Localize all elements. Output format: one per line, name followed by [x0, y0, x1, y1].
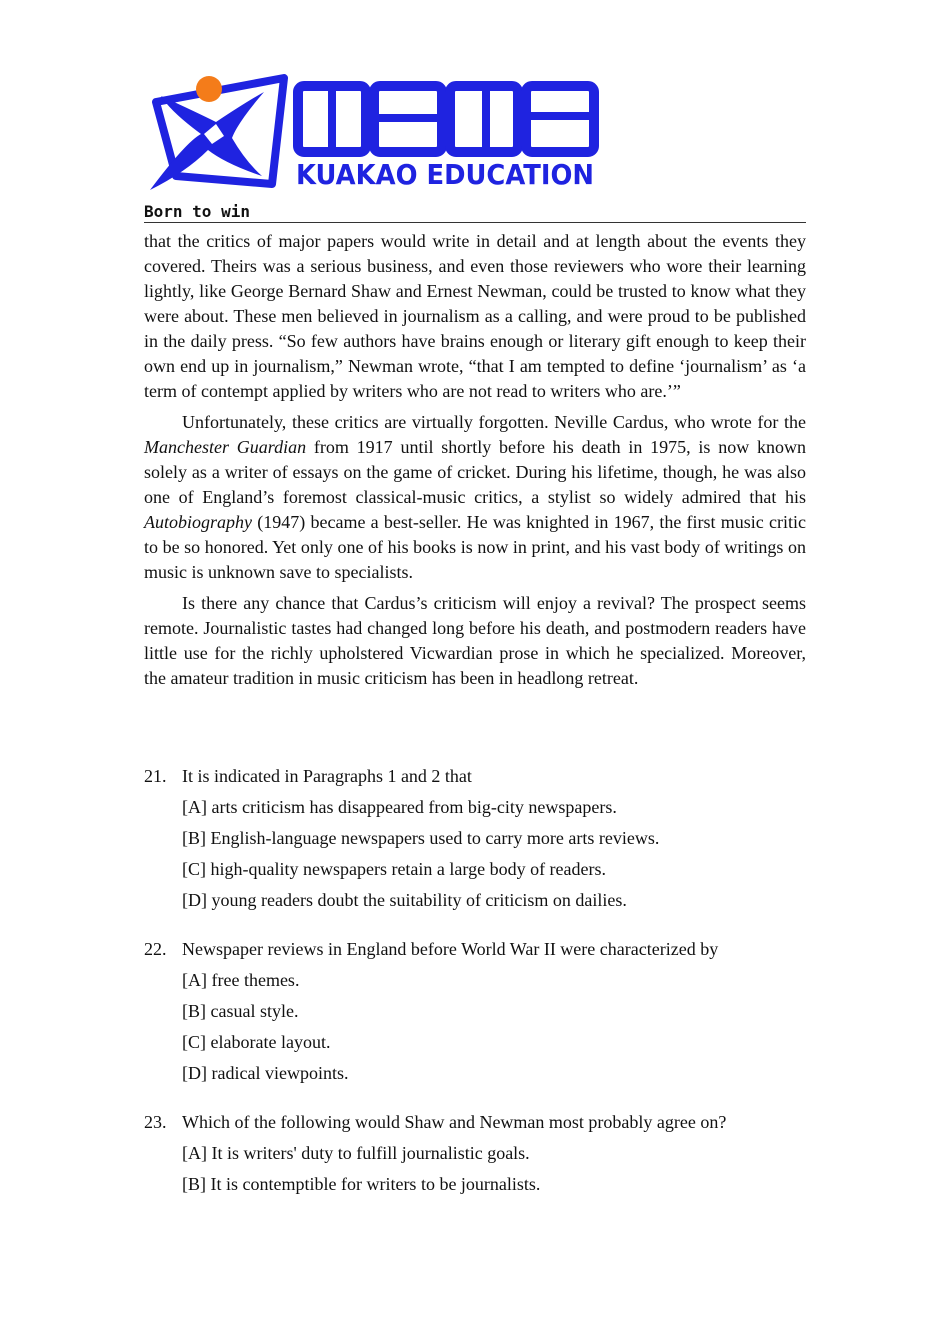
answer-option[interactable]: [C] elaborate layout. — [182, 1032, 331, 1052]
question-list — [144, 764, 806, 1221]
answer-option[interactable]: [A] It is writers' duty to fulfill journalistic goals. — [182, 1143, 530, 1163]
logo-text: KUAKAO EDUCATION — [296, 158, 594, 191]
answer-option[interactable]: [D] radical viewpoints. — [182, 1063, 349, 1083]
question — [144, 937, 806, 1092]
question-stem-line — [144, 1110, 806, 1141]
answer-option[interactable]: [C] high-quality newspapers retain a large body of readers. — [182, 859, 607, 879]
question — [144, 1110, 806, 1203]
passage-paragraph — [144, 229, 806, 404]
passage — [144, 229, 806, 697]
answer-option[interactable]: [B] It is contemptible for writers to be journalists. — [182, 1174, 541, 1194]
answer-option[interactable]: [B] English-language newspapers used to carry more arts reviews. — [182, 828, 660, 848]
passage-paragraph — [144, 591, 806, 691]
paragraph-text: from 1917 until shortly before his death in 1975, is now known solely as a writer of essays on the game of cricket. During his lifetime, though, he was also one of England’s foremost classical-music critics, a stylist so widely admired that his — [144, 437, 807, 507]
italic-title: Manchester Guardian — [144, 437, 307, 457]
header-divider — [144, 222, 806, 223]
question-stem: Which of the following would Shaw and Newman most probably agree on? — [182, 1112, 727, 1132]
tagline: Born to win — [144, 202, 250, 221]
question-stem: It is indicated in Paragraphs 1 and 2 that — [182, 766, 472, 786]
question-number: 22. — [144, 939, 167, 959]
question-stem: Newspaper reviews in England before World War II were characterized by — [182, 939, 719, 959]
answer-option[interactable]: [B] casual style. — [182, 1001, 299, 1021]
paragraph-text: (1947) became a best-seller. He was knighted in 1967, the first music critic to be so honored. Yet only one of his books is now in print, and his vast body of writings on music is unknown save to specialists. — [144, 512, 806, 582]
answer-option[interactable]: [D] young readers doubt the suitability of criticism on dailies. — [182, 890, 627, 910]
kuakao-logo — [146, 72, 606, 194]
answer-option[interactable]: [A] arts criticism has disappeared from big-city newspapers. — [182, 797, 617, 817]
paragraph-text: Is there any chance that Cardus’s criticism will enjoy a revival? The prospect seems remote. Journalistic tastes had changed long before his death, and postmodern readers have little use for the richly upholstered Vicwardian prose in which he specialized. Moreover, the amateur tradition in music criticism has been in headlong retreat. — [144, 593, 806, 688]
passage-paragraph — [144, 410, 806, 585]
answer-option[interactable]: [A] free themes. — [182, 970, 300, 990]
question-stem-line — [144, 937, 806, 968]
question-number: 23. — [144, 1112, 167, 1132]
question — [144, 764, 806, 919]
question-stem-line — [144, 764, 806, 795]
paragraph-text: that the critics of major papers would write in detail and at length about the events they covered. Theirs was a serious business, and even those reviewers who wore their learning lightly, like George Bernard Shaw and Ernest Newman, could be trusted to know what they were about. These men believed in journalism as a calling, and were proud to be published in the daily press. “So few authors have brains enough or literary gift enough to keep their own end up in journalism,” Newman wrote, “that I am tempted to define ‘journalism’ as ‘a term of contempt applied by writers who are not read to writers who are.’” — [144, 231, 806, 401]
italic-title: Autobiography — [144, 512, 252, 532]
logo-mark-icon — [146, 72, 606, 194]
question-number: 21. — [144, 766, 167, 786]
paragraph-text: Unfortunately, these critics are virtually forgotten. Neville Cardus, who wrote for the — [182, 412, 806, 432]
